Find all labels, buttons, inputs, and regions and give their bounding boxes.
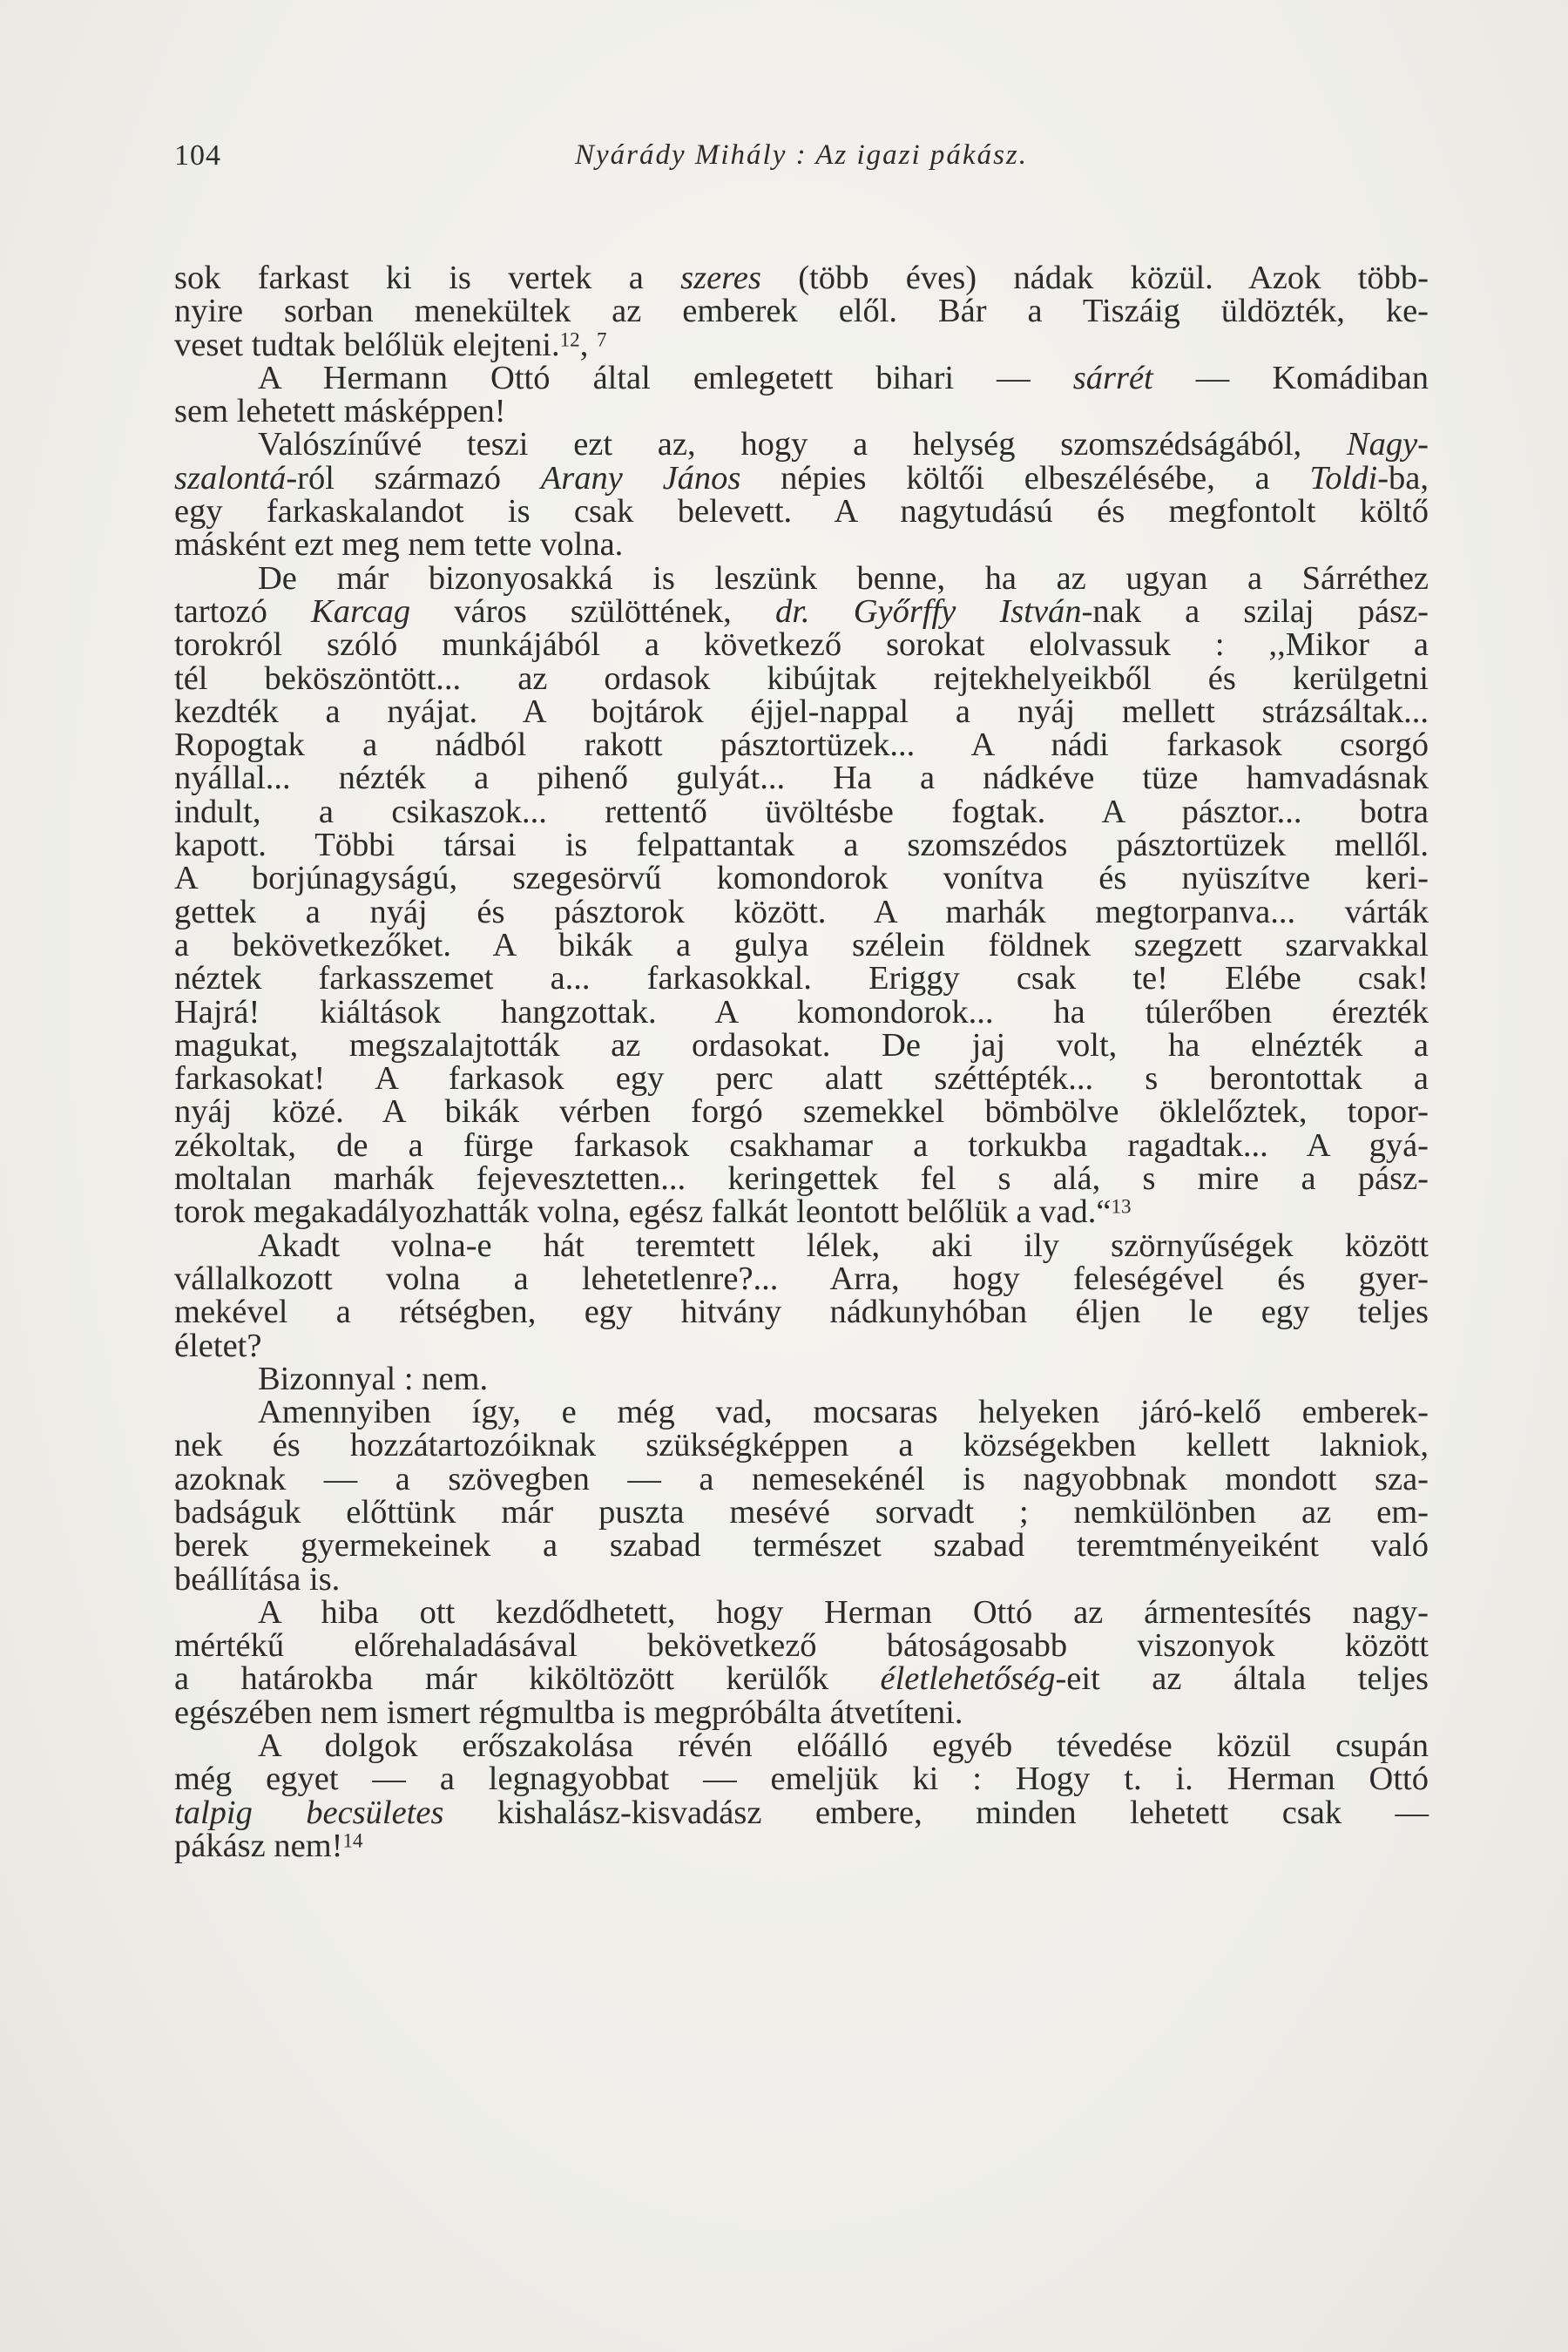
text-line [174, 1429, 1429, 1462]
running-title: Nyárády Mihály : Az igazi pákász. [574, 139, 1029, 171]
text-line [174, 1093, 1429, 1131]
text-line [174, 795, 1429, 828]
text-line [174, 559, 1429, 597]
text-run: a határokba már kiköltözött kerülők [174, 1660, 881, 1698]
text-run: másként ezt meg nem tette volna. [174, 526, 624, 564]
page-number: 104 [174, 139, 221, 172]
text-run: még egyet — a legnagyobbat — emeljük ki : Hogy t. i. Herman Ottó [174, 1761, 1429, 1798]
italic-text: Toldi [1309, 459, 1378, 497]
italic-text: életlehetőség [880, 1660, 1056, 1698]
text-run: indult, a csikaszok... rettentő üvöltésbe fogtak. A pásztor... botra [174, 793, 1429, 830]
text-line [174, 1727, 1429, 1765]
text-run: néztek farkasszemet a... farkasokkal. Eriggy csak te! Elébe csak! [174, 960, 1429, 997]
text-line [174, 926, 1429, 963]
text-run: farkasokat! A farkasok egy perc alatt széttépték... s berontottak a [174, 1060, 1429, 1098]
italic-text: Nagy- [1346, 426, 1429, 463]
text-line [174, 962, 1429, 995]
italic-text: szeres [680, 260, 761, 296]
text-run: város szülöttének, [410, 592, 775, 630]
text-run: Amennyiben így, e még vad, mocsaras helyeken járó-kelő emberek- [258, 1394, 1429, 1431]
text-run: -eit az általa teljes [1055, 1660, 1429, 1698]
text-run: nyire sorban menekültek az emberek elől. Bár a Tiszáig üldözték, ke- [174, 293, 1429, 330]
text-run: A Hermann Ottó által emlegetett bihari — [258, 359, 1073, 396]
text-line [174, 1126, 1429, 1164]
text-run: egy farkaskalandot is csak belevett. A nagytudású és megfontolt költő [174, 493, 1429, 531]
text-run: A borjúnagyságú, szegesörvű komondorok vonítva és nyüszítve keri- [174, 860, 1429, 897]
body-text [174, 261, 1429, 1862]
text-run: — Komádiban [1152, 359, 1429, 396]
text-run: életet? [174, 1327, 262, 1364]
text-line [174, 1396, 1429, 1429]
text-run: népies költői elbeszélésébe, a [740, 459, 1310, 497]
text-line [174, 1193, 1429, 1231]
text-run: Valószínűvé teszi ezt az, hogy a helység szomszédságából, [258, 426, 1347, 463]
text-line [174, 395, 1429, 428]
text-run: mértékű előrehaladásával bekövetkező bátoságosabb viszonyok között [174, 1627, 1429, 1665]
text-run: -ról származó [286, 459, 541, 497]
text-run: tartozó [174, 592, 312, 630]
text-line [174, 328, 1429, 362]
text-line [174, 526, 1429, 564]
text-line [174, 1160, 1429, 1198]
text-run: gettek a nyáj és pásztorok között. A marhák megtorpanva... várták [174, 893, 1429, 930]
text-run: egészében nem ismert régmultba is megpróbálta átvetíteni. [174, 1693, 963, 1731]
text-line [174, 893, 1429, 930]
text-line [174, 1229, 1429, 1262]
text-line [174, 993, 1429, 1031]
text-run: A hiba ott kezdődhetett, hogy Herman Ottó az ármentesítés nagy- [258, 1593, 1429, 1631]
text-line [174, 1660, 1429, 1698]
footnote-ref: 12 [559, 328, 580, 351]
text-run: torok megakadályozhatták volna, egész falkát leontott belőlük a vad.“ [174, 1193, 1112, 1231]
text-run: kapott. Többi társai is felpattantak a szomszédos pásztortüzek mellől. [174, 827, 1429, 864]
italic-text: dr. Győrffy István [774, 592, 1082, 630]
text-run: Ropogtak a nádból rakott pásztortüzek... A nádi farkasok csorgó [174, 727, 1429, 764]
text-line [174, 659, 1429, 697]
text-line [174, 1593, 1429, 1631]
text-run: torokról szóló munkájából a következő sorokat elolvassuk : ,,Mikor a [174, 626, 1429, 664]
italic-text: Arany János [540, 459, 741, 497]
text-line [174, 493, 1429, 531]
text-line [174, 1026, 1429, 1064]
text-run: a bekövetkezőket. A bikák a gulya szélein földnek szegzett szarvakkal [174, 926, 1429, 963]
text-line [174, 1527, 1429, 1565]
text-line [174, 1460, 1429, 1497]
italic-text: szalontá [174, 459, 287, 497]
text-run: badságuk előttünk már puszta mesévé sorvadt ; nemkülönben az em- [174, 1493, 1429, 1531]
text-line [174, 862, 1429, 895]
text-run: sok farkast ki is vertek a [174, 260, 681, 296]
text-run: -nak a szilaj pász- [1081, 592, 1429, 630]
text-run: Bizonnyal : nem. [258, 1360, 489, 1397]
text-run: berek gyermekeinek a szabad természet szabad teremtményeiként való [174, 1527, 1429, 1565]
text-line [174, 359, 1429, 396]
text-run: Akadt volna-e hát teremtett lélek, aki ily szörnyűségek között [258, 1227, 1429, 1264]
footnote-ref: 7 [596, 328, 607, 351]
text-line [174, 1560, 1429, 1598]
text-run: magukat, megszalajtották az ordasokat. De jaj volt, ha elnézték a [174, 1026, 1429, 1064]
italic-text: sárrét [1072, 359, 1153, 396]
text-line [174, 261, 1429, 294]
text-run: pákász nem! [174, 1827, 343, 1864]
text-run: nyáj közé. A bikák vérben forgó szemekkel bömbölve öklelőztek, topor- [174, 1093, 1429, 1131]
text-line [174, 1329, 1429, 1362]
text-run: veset tudtak belőlük elejteni. [174, 326, 560, 363]
text-run: , [579, 326, 597, 363]
text-line [174, 626, 1429, 664]
text-line [174, 828, 1429, 862]
text-run: azoknak — a szövegben — a nemesekénél is nagyobbnak mondott sza- [174, 1460, 1429, 1497]
text-run: beállítása is. [174, 1560, 341, 1598]
text-line [174, 1060, 1429, 1098]
text-run: Hajrá! kiáltások hangzottak. A komondorok... ha túlerőben érezték [174, 993, 1429, 1031]
text-run: nek és hozzátartozóiknak szükségképpen a községekben kellett lakniok, [174, 1427, 1429, 1464]
text-line [174, 727, 1429, 764]
text-run: vállalkozott volna a lehetetlenre?... Arra, hogy feleségével és gyer- [174, 1260, 1429, 1297]
text-run: (több éves) nádak közül. Azok több- [760, 260, 1429, 296]
text-run: kezdték a nyájat. A bojtárok éjjel-nappal a nyáj mellett strázsáltak... [174, 693, 1429, 730]
text-run: tél beköszöntött... az ordasok kibújtak rejtekhelyeikből és kerülgetni [174, 659, 1429, 697]
text-run: mekével a rétségben, egy hitvány nádkunyhóban éljen le egy teljes [174, 1294, 1429, 1331]
text-line [174, 459, 1429, 497]
italic-text: talpig becsületes [174, 1794, 444, 1831]
footnote-ref: 13 [1111, 1194, 1132, 1218]
text-line [174, 1761, 1429, 1798]
text-line [174, 1362, 1429, 1396]
text-run: De már bizonyosakká is leszünk benne, ha az ugyan a Sárréthez [258, 559, 1429, 597]
text-line [174, 1829, 1429, 1862]
text-run: nyállal... nézték a pihenő gulyát... Ha a nádkéve tüze hamvadásnak [174, 760, 1429, 797]
footnote-ref: 14 [342, 1828, 363, 1852]
text-line [174, 695, 1429, 728]
text-line [174, 1294, 1429, 1331]
text-run: zékoltak, de a fürge farkasok csakhamar a torkukba ragadtak... A gyá- [174, 1126, 1429, 1164]
text-line [174, 428, 1429, 461]
text-run: A dolgok erőszakolása révén előálló egyéb tévedése közül csupán [258, 1727, 1429, 1765]
text-line [174, 1493, 1429, 1531]
text-run: -ba, [1377, 459, 1429, 497]
text-line [174, 1693, 1429, 1731]
text-line [174, 1262, 1429, 1295]
text-run: kishalász-kisvadász embere, minden lehetett csak — [443, 1794, 1429, 1831]
text-line [174, 294, 1429, 328]
text-line [174, 760, 1429, 797]
text-line [174, 592, 1429, 630]
italic-text: Karcag [311, 592, 411, 630]
text-line [174, 1627, 1429, 1665]
text-line [174, 1796, 1429, 1829]
text-run: moltalan marhák fejevesztetten... keringettek fel s alá, s mire a pász- [174, 1160, 1429, 1198]
page-header [174, 139, 1429, 183]
text-run: sem lehetett másképpen! [174, 393, 506, 430]
